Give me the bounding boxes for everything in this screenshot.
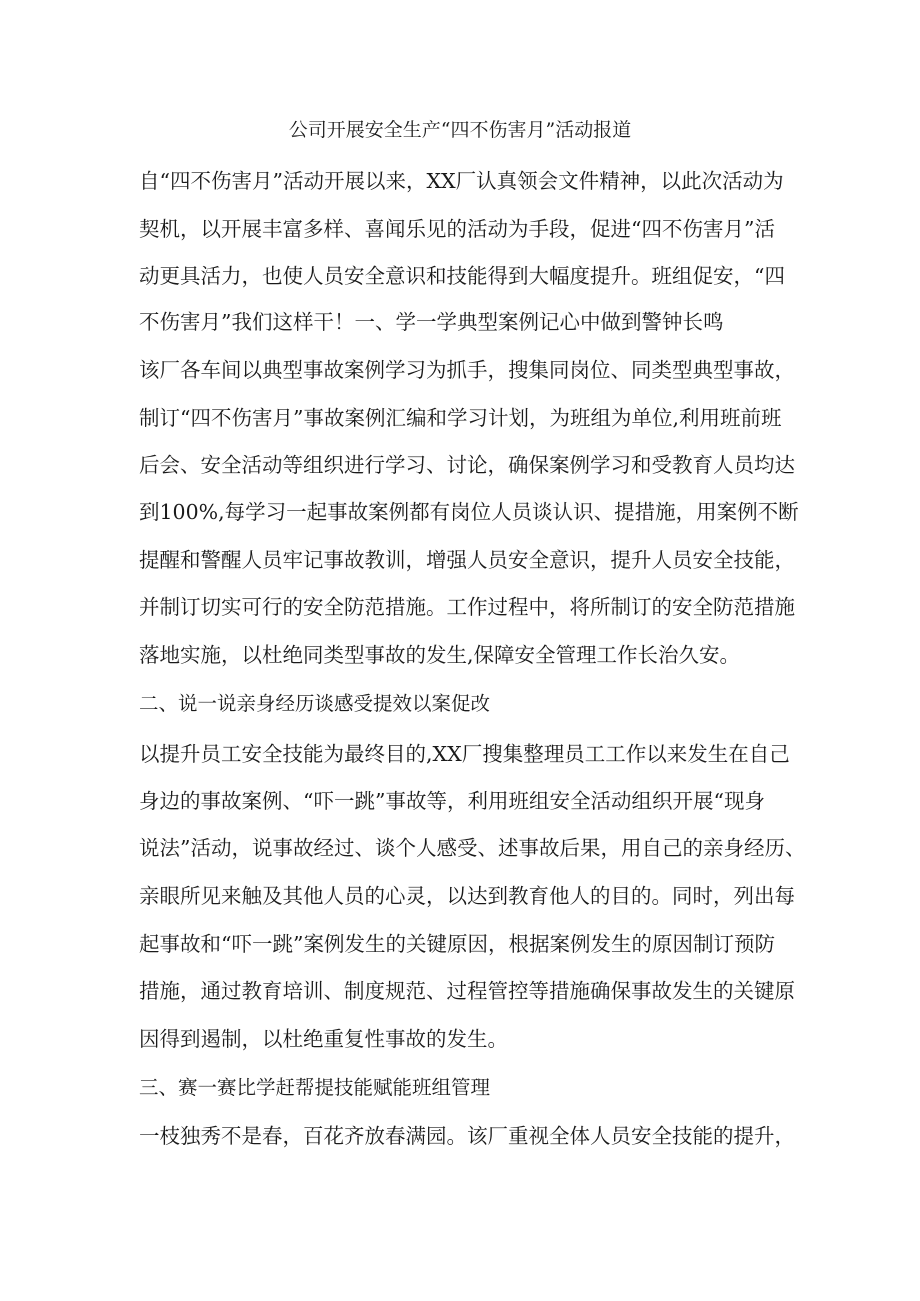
paragraph-line: 因得到遏制，以杜绝重复性事故的发生。	[139, 1027, 508, 1051]
paragraph-line: 不伤害月”我们这样干！一、学一学典型案例记心中做到警钟长鸣	[139, 310, 724, 334]
paragraph-line: 亲眼所见来触及其他人员的心灵，以达到教育他人的目的。同时，列出每	[139, 884, 795, 908]
paragraph-line: 后会、安全活动等组织进行学习、讨论，确保案例学习和受教育人员均达	[139, 453, 795, 477]
document-title: 公司开展安全生产“四不伤害月”活动报道	[288, 119, 632, 141]
paragraph-line: 一枝独秀不是春，百花齐放春满园。该厂重视全体人员安全技能的提升，	[139, 1124, 795, 1148]
paragraph-line: 措施，通过教育培训、制度规范、过程管控等措施确保事故发生的关键原	[139, 979, 795, 1003]
paragraph-line: 落地实施，以杜绝同类型事故的发生,保障安全管理工作长治久安。	[139, 643, 741, 667]
paragraph-line: 契机，以开展丰富多样、喜闻乐见的活动为手段，促进“四不伤害月”活	[139, 217, 775, 241]
paragraph-line: 制订“四不伤害月”事故案例汇编和学习计划，为班组为单位,利用班前班	[139, 406, 782, 430]
paragraph-line: 说法”活动，说事故经过、谈个人感受、述事故后果，用自己的亲身经历、	[139, 836, 806, 860]
section-heading: 三、赛一赛比学赶帮提技能赋能班组管理	[139, 1076, 491, 1099]
paragraph-line: 并制订切实可行的安全防范措施。工作过程中，将所制订的安全防范措施	[139, 595, 795, 619]
paragraph-line: 该厂各车间以典型事故案例学习为抓手，搜集同岗位、同类型典型事故，	[139, 358, 795, 382]
section-heading: 二、说一说亲身经历谈感受提效以案促改	[139, 692, 491, 715]
paragraph-line: 起事故和“吓一跳”案例发生的关键原因，根据案例发生的原因制订预防	[139, 932, 775, 956]
paragraph-line: 以提升员工安全技能为最终目的,XX厂搜集整理员工工作以来发生在自己	[139, 742, 790, 766]
paragraph-line: 提醒和警醒人员牢记事故教训，增强人员安全意识，提升人员安全技能，	[139, 548, 795, 572]
paragraph-line: 身边的事故案例、“吓一跳”事故等，利用班组安全活动组织开展“现身	[139, 789, 765, 813]
paragraph-line: 动更具活力，也使人员安全意识和技能得到大幅度提升。班组促安，“四	[139, 264, 785, 288]
paragraph-line: 自“四不伤害月”活动开展以来，XX厂认真领会文件精神，以此次活动为	[139, 169, 784, 193]
paragraph-line: 到100%,每学习一起事故案例都有岗位人员谈认识、提措施，用案例不断	[139, 500, 799, 524]
